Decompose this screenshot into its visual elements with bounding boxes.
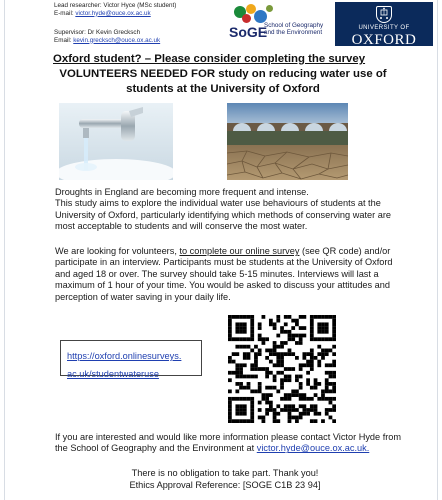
oxford-logo xyxy=(335,2,433,46)
qr-code-icon[interactable] xyxy=(228,315,336,423)
contact-paragraph xyxy=(55,432,405,455)
soge-dot-icon xyxy=(266,5,273,12)
poster-subtitle: VOLUNTEERS NEEDED FOR study on reducing water use of students at the University of Oxford xyxy=(59,68,387,95)
volunteer-paragraph xyxy=(55,246,395,303)
tap-and-sink-photo xyxy=(59,103,173,180)
lead-researcher-block xyxy=(54,2,176,17)
ethics-reference: Ethics Approval Reference: [SOGE C1B 23 94] xyxy=(129,480,321,490)
lead-email-link[interactable]: victor.hyde@ouce.ox.ac.uk xyxy=(75,9,151,17)
intro-line1: Droughts in England are becoming more frequent and intense. xyxy=(55,187,309,197)
soge-line2: and the Environment xyxy=(264,29,323,37)
oxford-name: OXFORD xyxy=(351,32,417,48)
dried-reservoir-bridge-photo xyxy=(227,103,348,180)
soge-dot-icon xyxy=(242,14,251,23)
soge-line1: School of Geography xyxy=(264,22,324,29)
supervisor-email-label: Email: xyxy=(54,36,72,44)
supervisor-email-link[interactable]: kevin.grecksch@ouce.ox.ac.uk xyxy=(73,36,161,44)
survey-url-line2[interactable]: ac.uk/studentwateruse xyxy=(67,369,159,379)
intro-paragraph xyxy=(55,187,395,233)
lead-email-label: E-mail: xyxy=(54,9,74,17)
supervisor-block xyxy=(54,29,160,44)
survey-url-line1[interactable]: https://oxford.onlinesurveys. xyxy=(67,351,182,361)
no-obligation: There is no obligation to take part. Thank you! xyxy=(131,468,319,478)
volunteer-text-b: (see QR code) and/or participate in an interview. Participants must be students at the University of Oxford and aged 18 or over. The survey should take 5-15 minutes. Interviews will last a maximum of 1 hour of your time. You would be asked to discuss your attitudes and perception of water saving in your daily life. xyxy=(55,246,393,302)
oxford-crest-icon xyxy=(376,6,392,23)
survey-url-box xyxy=(60,340,202,379)
intro-rest: This study aims to explore the individual water use behaviours of students at the University of Oxford, particularly identifying which methods of conserving water are most acceptable to students and will conserve the most water. xyxy=(55,198,391,232)
oxford-university-of: UNIVERSITY OF xyxy=(358,25,410,31)
soge-full-name xyxy=(264,22,323,37)
supervisor: Supervisor: Dr Kevin Grecksch xyxy=(54,29,141,36)
volunteer-text-a: We are looking for volunteers, xyxy=(55,246,180,256)
online-survey-link[interactable]: to complete our online survey xyxy=(179,246,300,256)
soge-abbr: SoGE xyxy=(229,24,268,40)
contact-text: If you are interested and would like more information please contact Victor Hyde from the School of Geography and the Environment at xyxy=(55,432,402,454)
poster-title: Oxford student? – Please consider completing the survey xyxy=(53,53,366,65)
lead-researcher: Lead researcher: Victor Hyce (MSc student) xyxy=(54,2,177,9)
contact-email-link[interactable]: victor.hyde@ouce.ox.ac.uk. xyxy=(256,443,370,454)
